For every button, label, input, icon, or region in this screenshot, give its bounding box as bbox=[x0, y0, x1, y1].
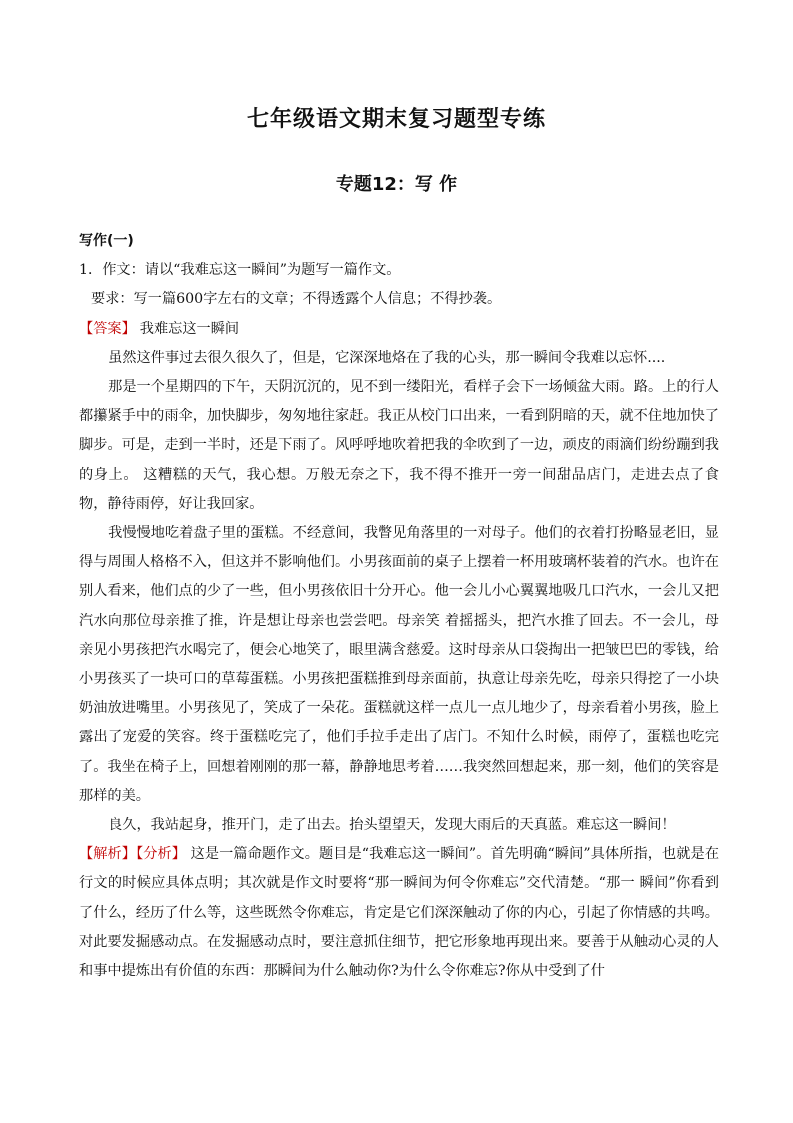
analysis-tag: 【解析】【分析】 bbox=[79, 846, 186, 863]
document-body bbox=[79, 227, 719, 986]
requirements-text: 要求：写一篇600字左右的文章；不得透露个人信息；不得抄袭。 bbox=[91, 291, 502, 308]
answer-title: 我难忘这一瞬间 bbox=[139, 320, 240, 337]
essay-paragraph: 虽然这件事过去很久很久了，但是，它深深地烙在了我的心头，那一瞬间令我难以忘怀.... bbox=[108, 349, 666, 366]
analysis-text: 这是一篇命题作文。题目是“我难忘这一瞬间”。首先明确“瞬间”具体所指，也就是在行文的时候应具体点明；其次就是作文时要将“那一瞬间为何令你难忘”交代清楚。“那一 瞬间”你看到了什么，经历了什么等，这些既然令你难忘，肯定是它们深深触动了你的内心，引起了你情感的共鸣。对此要发掘感动点。在发掘感动点时，要注意抓住细节，把它形象地再现出来。要善于从触动心灵的人和事中提炼出有价值的东西：那瞬间为什么触动你?为什么令你难忘?你从中受到了什 bbox=[79, 846, 720, 980]
essay-paragraph: 那是一个星期四的下午，天阴沉沉的，见不到一缕阳光，看样子会下一场倾盆大雨。路。上的行人都攥紧手中的雨伞，加快脚步，匆匆地往家赶。我正从校门口出来，一看到阴暗的天，就不住地加快了脚步。可是，走到一半时，还是下雨了。风呼呼地吹着把我的伞吹到了一边，顽皮的雨滴们纷纷蹦到我的身上。 这糟糕的天气，我心想。万般无奈之下，我不得不推开一旁一间甜品店门，走进去点了食物，静待雨停，好让我回家。 bbox=[79, 379, 719, 512]
document-title: 七年级语文期末复习题型专练 bbox=[246, 107, 546, 132]
section-heading: 写作(一) bbox=[79, 233, 134, 249]
essay-paragraph: 我慢慢地吃着盘子里的蛋糕。不经意间，我瞥见角落里的一对母子。他们的衣着打扮略显老旧，显得与周围人格格不入，但这并不影响他们。小男孩面前的桌子上摆着一杯用玻璃杯装着的汽水。也许在别人看来，他们点的少了一些，但小男孩依旧十分开心。他一会儿小心翼翼地吸几口汽水，一会儿又把汽水向那位母亲推了推，许是想让母亲也尝尝吧。母亲笑 着摇摇头，把汽水推了回去。不一会儿，母亲见小男孩把汽水喝完了，便会心地笑了，眼里满含慈爱。这时母亲从口袋掏出一把皱巴巴的零钱，给小男孩买了一块可口的草莓蛋糕。小男孩把蛋糕推到母亲面前，执意让母亲先吃，母亲只得挖了一小块奶油放进嘴里。小男孩见了，笑成了一朵花。蛋糕就这样一点儿一点儿地少了，母亲看着小男孩，脸上露出了宠爱的笑容。终于蛋糕吃完了，他们手拉手走出了店门。不知什么时候，雨停了，蛋糕也吃完了。我坐在椅子上，回想着刚刚的那一幕，静静地思考着……我突然回想起来，那一刻，他们的笑容是那样的美。 bbox=[79, 525, 719, 804]
answer-line bbox=[79, 315, 719, 344]
answer-tag: 【答案】 bbox=[79, 320, 136, 337]
analysis-paragraph bbox=[79, 840, 719, 986]
essay-paragraph: 良久，我站起身，推开门，走了出去。抬头望望天，发现大雨后的天真蓝。难忘这一瞬间！ bbox=[108, 817, 676, 834]
document-subtitle: 专题12：写 作 bbox=[335, 174, 458, 195]
question-text: 1．作文：请以“我难忘这一瞬间”为题写一篇作文。 bbox=[79, 262, 401, 279]
